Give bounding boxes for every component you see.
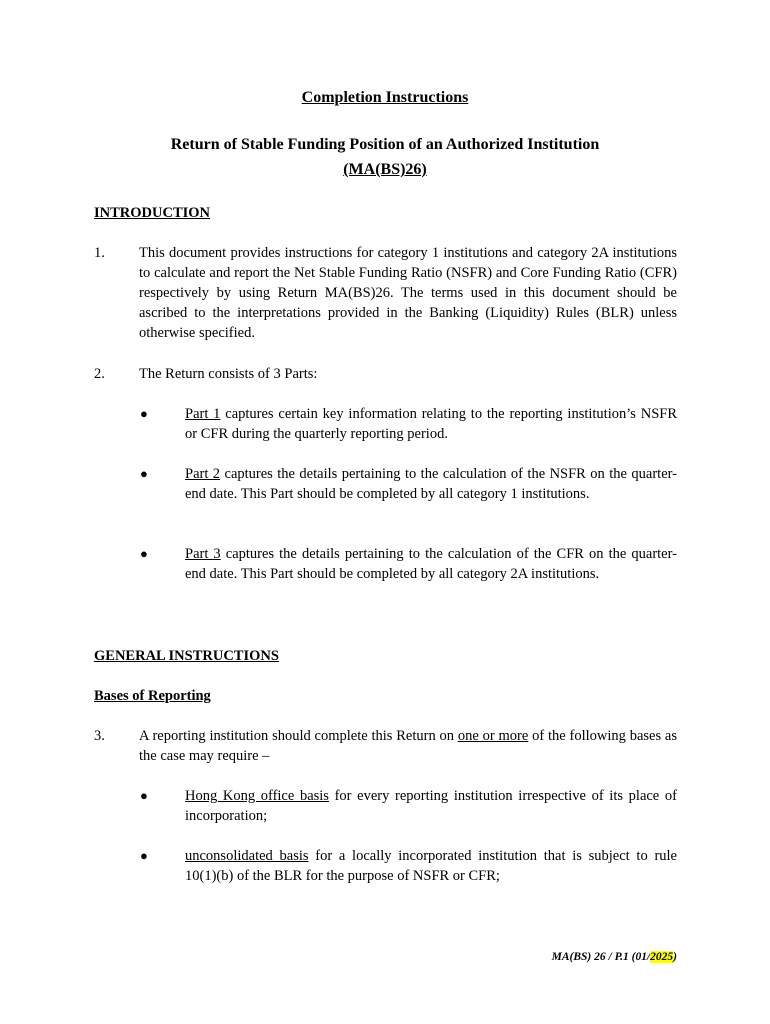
part-label: Part 2 xyxy=(185,466,221,482)
bullet-icon: ● xyxy=(140,848,148,863)
part-description xyxy=(185,464,677,504)
part-description xyxy=(185,404,677,444)
bullet-icon: ● xyxy=(140,406,148,421)
return-title: Return of Stable Funding Position of an Authorized Institution xyxy=(170,136,600,153)
general-instructions-heading: GENERAL INSTRUCTIONS xyxy=(94,648,279,664)
basis-label: Hong Kong office basis xyxy=(185,788,329,804)
item-text: This document provides instructions for category 1 institutions and category 2A institutions to calculate and report the Net Stable Funding Ratio (NSFR) and Core Funding Ratio (CFR) respectively by using Return MA(BS)26. The terms used in this document should be ascribed to the interpretations provided in the Banking (Liquidity) Rules (BLR) unless otherwise specified. xyxy=(139,245,677,341)
footer-year-highlight: 2025 xyxy=(650,951,674,963)
item-text-emphasis: one or more xyxy=(457,728,529,744)
item-text-part: A reporting institution should complete this Return on xyxy=(139,728,458,744)
part-description xyxy=(185,544,677,584)
footer-close: ) xyxy=(673,951,677,963)
basis-description xyxy=(185,846,677,886)
item-text: The Return consists of 3 Parts: xyxy=(139,366,318,382)
page-footer xyxy=(480,947,677,967)
bullet-icon: ● xyxy=(140,466,148,481)
basis-label: unconsolidated basis xyxy=(185,848,309,864)
item-number: 3. xyxy=(94,728,105,744)
item-text-part: of the following bases as the case may require – xyxy=(139,728,677,764)
item-number: 2. xyxy=(94,366,105,382)
footer-text: MA(BS) 26 / P.1 (01/ xyxy=(551,951,651,963)
item-number: 1. xyxy=(94,245,105,261)
introduction-heading: INTRODUCTION xyxy=(94,205,211,221)
part-text: captures the details pertaining to the calculation of the NSFR on the quarter-end date. This Part should be completed by all category 1 institutions. xyxy=(185,466,677,502)
part-text: captures certain key information relating to the reporting institution’s NSFR or CFR during the quarterly reporting period. xyxy=(185,406,677,442)
page-title: Completion Instructions xyxy=(301,89,469,106)
bases-of-reporting-subheading: Bases of Reporting xyxy=(94,688,211,704)
basis-text: for every reporting institution irrespective of its place of incorporation; xyxy=(185,788,677,824)
return-code: (MA(BS)26) xyxy=(343,161,427,178)
basis-description xyxy=(185,786,677,826)
item-text xyxy=(139,726,677,766)
bullet-icon: ● xyxy=(140,546,148,561)
part-label: Part 3 xyxy=(185,546,221,562)
part-text: captures the details pertaining to the calculation of the CFR on the quarter-end date. This Part should be completed by all category 2A institutions. xyxy=(185,546,677,582)
part-label: Part 1 xyxy=(185,406,221,422)
basis-text: for a locally incorporated institution that is subject to rule 10(1)(b) of the BLR for the purpose of NSFR or CFR; xyxy=(185,848,677,884)
bullet-icon: ● xyxy=(140,788,148,803)
